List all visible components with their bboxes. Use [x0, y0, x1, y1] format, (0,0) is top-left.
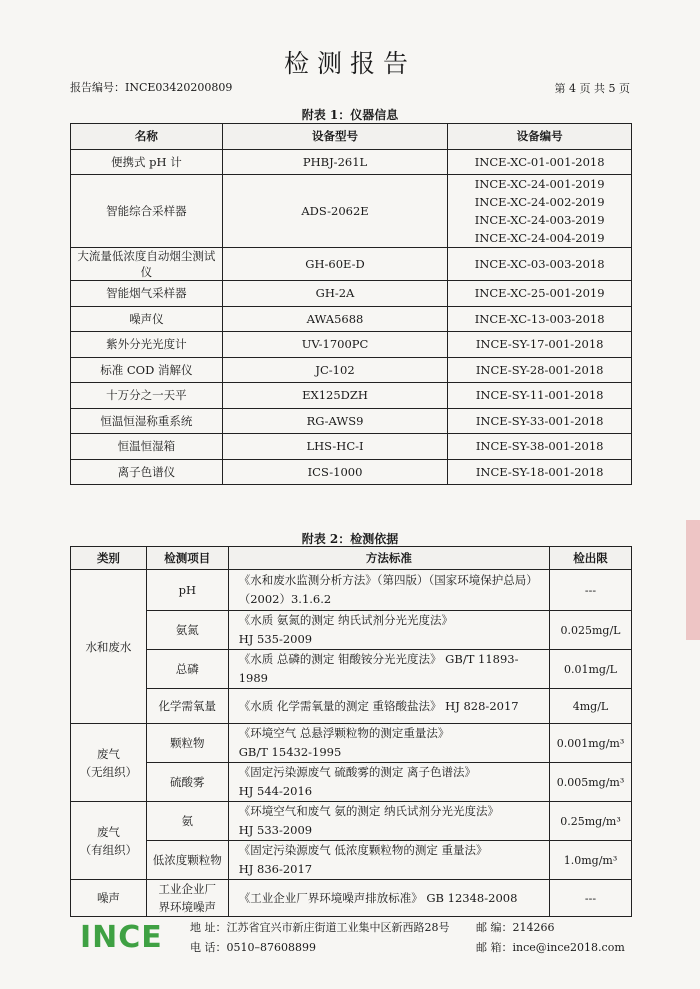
limit-cell: ---	[550, 570, 632, 611]
col-header-id: 设备编号	[448, 124, 632, 150]
col-header-limit: 检出限	[550, 547, 632, 570]
category-cell: 噪声	[71, 880, 147, 917]
method-line: 《固定污染源废气 硫酸雾的测定 离子色谱法》	[238, 765, 477, 779]
instrument-id: INCE-SY-33-001-2018	[448, 408, 632, 434]
limit-cell: ---	[550, 880, 632, 917]
company-logo	[80, 920, 163, 955]
table-row	[71, 408, 632, 434]
instrument-model: AWA5688	[222, 306, 448, 332]
table-row	[71, 689, 632, 724]
item-cell: 氨氮	[146, 611, 228, 650]
table2-caption: 附表 2：检测依据	[301, 532, 399, 546]
table-row	[71, 570, 632, 611]
method-cell: 《水质 化学需氧量的测定 重铬酸盐法》 HJ 828-2017	[228, 689, 549, 724]
table-row	[71, 880, 632, 917]
page-number: 第 4 页 共 5 页	[554, 82, 630, 95]
instrument-id-line: INCE-XC-24-002-2019	[474, 195, 605, 209]
category-line: （无组织）	[79, 764, 138, 779]
item-cell: 硫酸雾	[146, 763, 228, 802]
instrument-id: INCE-SY-11-001-2018	[448, 383, 632, 409]
method-line: HJ 544-2016	[238, 784, 313, 798]
instrument-model: EX125DZH	[222, 383, 448, 409]
method-cell	[228, 841, 549, 880]
method-table	[70, 546, 632, 917]
category-cell: 水和废水	[71, 570, 147, 724]
item-cell: 化学需氧量	[146, 689, 228, 724]
col-header-method: 方法标准	[228, 547, 549, 570]
limit-cell: 4mg/L	[550, 689, 632, 724]
instrument-model: JC-102	[222, 357, 448, 383]
method-cell	[228, 570, 549, 611]
table1-caption: 附表 1：仪器信息	[301, 108, 399, 122]
item-line: 界环境噪声	[158, 900, 217, 914]
instrument-id-line: INCE-XC-24-004-2019	[474, 231, 605, 245]
table-row	[71, 149, 632, 175]
table-row	[71, 802, 632, 841]
table-row	[71, 841, 632, 880]
instrument-id: INCE-XC-25-001-2019	[448, 281, 632, 307]
table-row	[71, 281, 632, 307]
footer-email: 邮 箱：ince@ince2018.com	[476, 941, 625, 954]
col-header-name: 名称	[71, 124, 223, 150]
category-line: （有组织）	[79, 842, 138, 857]
table-row	[71, 763, 632, 802]
table-row	[71, 383, 632, 409]
limit-cell: 0.005mg/m³	[550, 763, 632, 802]
item-cell: 氨	[146, 802, 228, 841]
method-cell	[228, 611, 549, 650]
item-line: 工业企业厂	[158, 882, 217, 896]
method-cell	[228, 763, 549, 802]
method-cell	[228, 724, 549, 763]
table-row	[71, 611, 632, 650]
instrument-id: INCE-SY-17-001-2018	[448, 332, 632, 358]
table-row	[71, 306, 632, 332]
limit-cell: 0.001mg/m³	[550, 724, 632, 763]
instrument-model: PHBJ-261L	[222, 149, 448, 175]
col-header-category: 类别	[71, 547, 147, 570]
instrument-model: GH-60E-D	[222, 248, 448, 281]
method-cell: 《工业企业厂界环境噪声排放标准》 GB 12348-2008	[228, 880, 549, 917]
instrument-name: 噪声仪	[71, 306, 223, 332]
instrument-name: 标准 COD 消解仪	[71, 357, 223, 383]
table-row	[71, 434, 632, 460]
item-cell: pH	[146, 570, 228, 611]
instrument-id: INCE-XC-13-003-2018	[448, 306, 632, 332]
instrument-id: INCE-SY-38-001-2018	[448, 434, 632, 460]
item-cell: 颗粒物	[146, 724, 228, 763]
instrument-id: INCE-SY-18-001-2018	[448, 459, 632, 485]
category-line: 废气	[96, 746, 120, 761]
limit-cell: 0.01mg/L	[550, 650, 632, 689]
table-row	[71, 724, 632, 763]
method-line: GB/T 15432-1995	[238, 745, 342, 759]
instrument-id: INCE-SY-28-001-2018	[448, 357, 632, 383]
category-line: 废气	[96, 824, 120, 839]
table-row	[71, 175, 632, 248]
method-line: 《环境空气 总悬浮颗粒物的测定重量法》	[238, 726, 450, 740]
report-number: 报告编号：INCE03420200809	[70, 81, 233, 94]
method-line: HJ 836-2017	[238, 862, 313, 876]
logo-text: INCE	[80, 920, 163, 955]
instrument-name: 十万分之一天平	[71, 383, 223, 409]
item-cell: 低浓度颗粒物	[146, 841, 228, 880]
item-cell: 总磷	[146, 650, 228, 689]
instrument-id: INCE-XC-01-001-2018	[448, 149, 632, 175]
footer-address: 地 址：江苏省宜兴市新庄街道工业集中区新西路28号	[190, 921, 450, 934]
page-title: 检测报告	[283, 49, 416, 78]
item-cell	[146, 880, 228, 917]
category-cell	[71, 724, 147, 802]
col-header-item: 检测项目	[146, 547, 228, 570]
instrument-name: 智能烟气采样器	[71, 281, 223, 307]
table-row	[71, 332, 632, 358]
table-row	[71, 459, 632, 485]
table-row	[71, 357, 632, 383]
instrument-name: 恒温恒湿箱	[71, 434, 223, 460]
method-line: 《环境空气和废气 氨的测定 纳氏试剂分光光度法》	[238, 804, 500, 818]
method-line: HJ 533-2009	[238, 823, 313, 837]
instrument-model: GH-2A	[222, 281, 448, 307]
method-cell	[228, 802, 549, 841]
instrument-name: 大流量低浓度自动烟尘测试仪	[71, 248, 223, 281]
limit-cell: 0.25mg/m³	[550, 802, 632, 841]
table-row	[71, 650, 632, 689]
instrument-name: 紫外分光光度计	[71, 332, 223, 358]
col-header-model: 设备型号	[222, 124, 448, 150]
instrument-table	[70, 123, 632, 485]
instrument-name: 恒温恒湿称重系统	[71, 408, 223, 434]
table-row	[71, 248, 632, 281]
instrument-id-line: INCE-XC-24-003-2019	[474, 213, 605, 227]
method-line: 《水和废水监测分析方法》（第四版）（国家环境保护总局）	[238, 573, 538, 587]
instrument-name: 离子色谱仪	[71, 459, 223, 485]
instrument-model: UV-1700PC	[222, 332, 448, 358]
footer-phone: 电 话：0510–87608899	[190, 941, 316, 954]
instrument-model: ADS-2062E	[222, 175, 448, 248]
method-line: HJ 535-2009	[238, 632, 313, 646]
limit-cell: 1.0mg/m³	[550, 841, 632, 880]
footer-postcode: 邮 编：214266	[476, 921, 555, 934]
instrument-model: ICS-1000	[222, 459, 448, 485]
method-line: 《水质 氨氮的测定 纳氏试剂分光光度法》	[238, 613, 454, 627]
instrument-model: RG-AWS9	[222, 408, 448, 434]
instrument-model: LHS-HC-I	[222, 434, 448, 460]
limit-cell: 0.025mg/L	[550, 611, 632, 650]
category-cell	[71, 802, 147, 880]
instrument-id	[448, 175, 632, 248]
method-line: （2002）3.1.6.2	[238, 592, 332, 606]
instrument-id-line: INCE-XC-24-001-2019	[474, 177, 605, 191]
method-line: 《固定污染源废气 低浓度颗粒物的测定 重量法》	[238, 843, 488, 857]
instrument-id: INCE-XC-03-003-2018	[448, 248, 632, 281]
instrument-name: 便携式 pH 计	[71, 149, 223, 175]
instrument-name: 智能综合采样器	[71, 175, 223, 248]
method-cell: 《水质 总磷的测定 钼酸铵分光光度法》 GB/T 11893-1989	[228, 650, 549, 689]
